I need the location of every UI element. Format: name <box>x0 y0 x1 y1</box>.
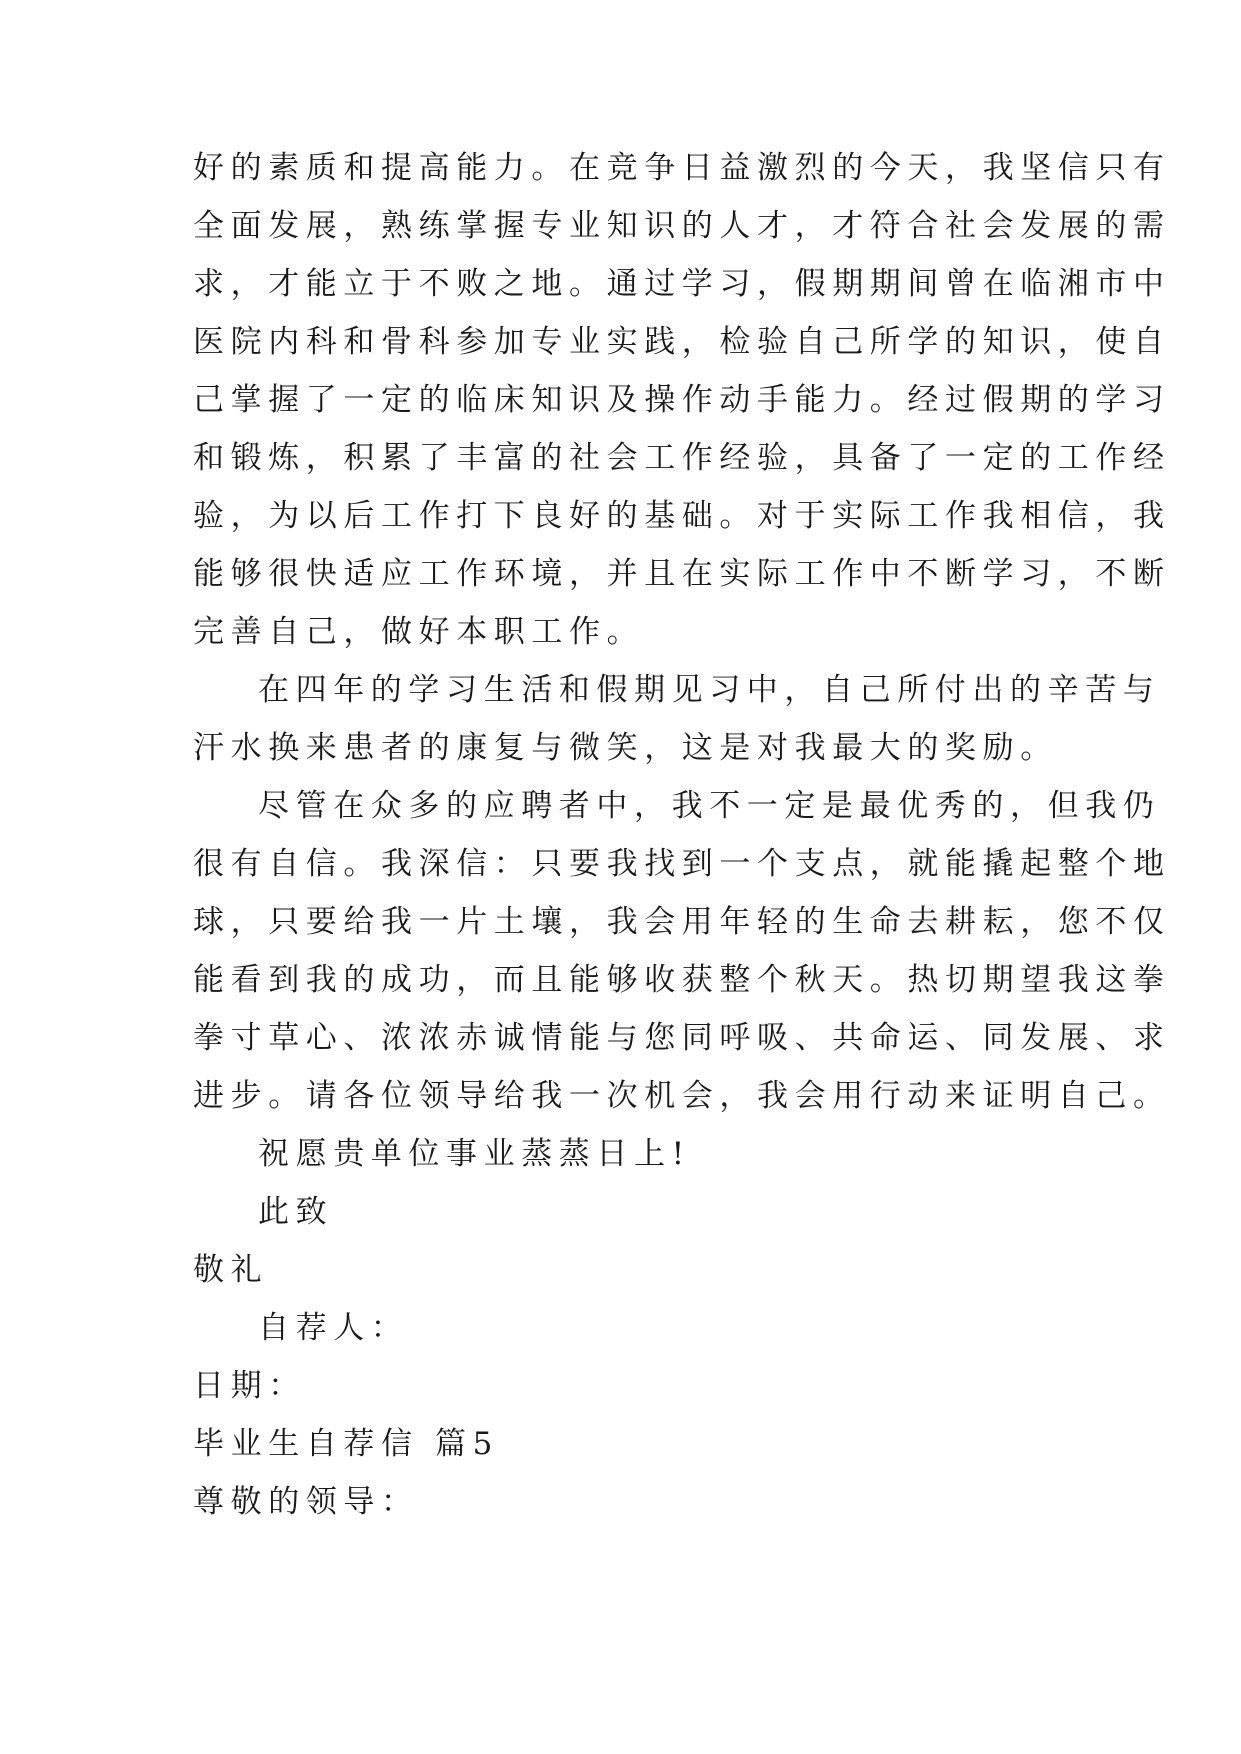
paragraph-line: 医院内科和骨科参加专业实践，检验自己所学的知识，使自 <box>193 324 1171 360</box>
paragraph-line: 验，为以后工作打下良好的基础。对于实际工作我相信，我 <box>193 498 1171 534</box>
paragraph-line: 很有自信。我深信：只要我找到一个支点，就能撬起整个地 <box>193 846 1171 882</box>
paragraph-line: 球，只要给我一片土壤，我会用年轻的生命去耕耘，您不仅 <box>193 904 1171 940</box>
signature-line: 自荐人： <box>258 1310 409 1346</box>
paragraph-line: 在四年的学习生活和假期见习中，自己所付出的辛苦与 <box>258 672 1161 708</box>
paragraph-line: 己掌握了一定的临床知识及操作动手能力。经过假期的学习 <box>193 382 1171 418</box>
paragraph-line: 拳寸草心、浓浓赤诚情能与您同呼吸、共命运、同发展、求 <box>193 1020 1171 1056</box>
paragraph-line: 能够很快适应工作环境，并且在实际工作中不断学习，不断 <box>193 556 1171 592</box>
paragraph-line: 完善自己，做好本职工作。 <box>193 614 645 650</box>
paragraph-line: 全面发展，熟练掌握专业知识的人才，才符合社会发展的需 <box>193 208 1171 244</box>
date-line: 日期： <box>193 1368 306 1404</box>
greeting-line: 尊敬的领导： <box>193 1484 419 1520</box>
paragraph-line: 进步。请各位领导给我一次机会，我会用行动来证明自己。 <box>193 1078 1171 1114</box>
section-heading: 毕业生自荐信 篇5 <box>193 1426 499 1462</box>
closing-salutation: 此致 <box>258 1194 334 1230</box>
paragraph-line: 求，才能立于不败之地。通过学习，假期期间曾在临湘市中 <box>193 266 1171 302</box>
closing-wish: 祝愿贵单位事业蒸蒸日上! <box>258 1136 691 1172</box>
paragraph-line: 能看到我的成功，而且能够收获整个秋天。热切期望我这拳 <box>193 962 1171 998</box>
paragraph-line: 和锻炼，积累了丰富的社会工作经验，具备了一定的工作经 <box>193 440 1171 476</box>
paragraph-line: 汗水换来患者的康复与微笑，这是对我最大的奖励。 <box>193 730 1058 766</box>
closing-regards: 敬礼 <box>193 1252 269 1288</box>
paragraph-line: 好的素质和提高能力。在竞争日益激烈的今天，我坚信只有 <box>193 150 1171 186</box>
paragraph-line: 尽管在众多的应聘者中，我不一定是最优秀的，但我仍 <box>258 788 1161 824</box>
